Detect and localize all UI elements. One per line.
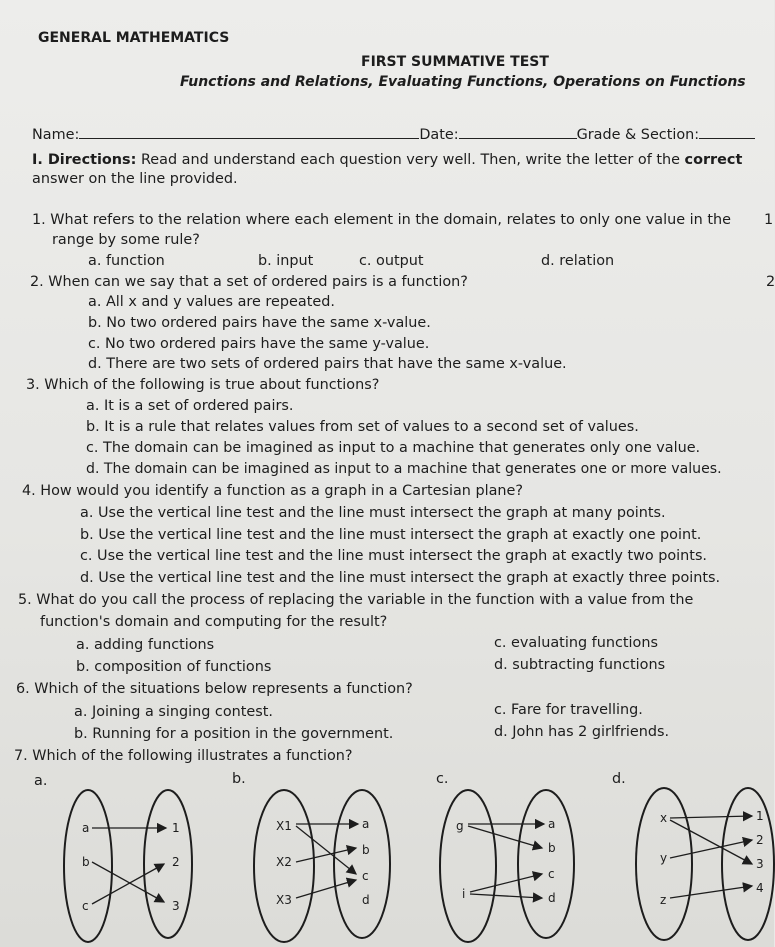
range-element: b	[548, 841, 556, 855]
name-label: Name:	[32, 127, 80, 143]
question-6-stem: 6. Which of the situations below represents a function?	[16, 681, 413, 697]
range-element: 3	[172, 899, 180, 913]
domain-oval	[440, 790, 496, 942]
mapping-arrow	[670, 816, 752, 818]
range-element: 3	[756, 857, 764, 871]
domain-element: c	[82, 899, 89, 913]
q2-choice-d: d. There are two sets of ordered pairs that have the same x-value.	[88, 356, 567, 372]
domain-element: x	[660, 811, 668, 825]
directions-text-2: answer on the line provided.	[32, 171, 238, 187]
q3-choice-b: b. It is a rule that relates values from set of values to a second set of values.	[86, 419, 639, 435]
q1-choice-a: a. function	[88, 253, 165, 269]
q2-choice-c: c. No two ordered pairs have the same y-value.	[88, 336, 430, 352]
q3-choice-d: d. The domain can be imagined as input to a machine that generates one or more values.	[86, 461, 722, 477]
q4-choice-d: d. Use the vertical line test and the line must intersect the graph at exactly three points.	[80, 570, 721, 586]
range-element: c	[548, 867, 555, 881]
mapping-arrow	[470, 894, 542, 898]
q5-choice-b: b. composition of functions	[76, 659, 272, 675]
domain-element: g	[456, 819, 464, 833]
range-oval	[518, 790, 574, 938]
q6-choice-c: c. Fare for travelling.	[494, 702, 643, 718]
range-oval	[334, 790, 390, 938]
q1-choice-d: d. relation	[541, 253, 615, 269]
directions-correct: correct	[684, 152, 743, 168]
mapping-arrow	[670, 820, 752, 864]
directions	[32, 151, 742, 169]
range-element: b	[362, 843, 370, 857]
q2-choice-a: a. All x and y values are repeated.	[88, 294, 335, 310]
domain-element: z	[660, 893, 667, 907]
name-blank	[79, 125, 419, 139]
range-oval	[144, 790, 192, 938]
q7-option-b: b.	[232, 771, 246, 787]
directions-label: I. Directions:	[32, 152, 137, 168]
q4-choice-c: c. Use the vertical line test and the line must intersect the graph at exactly two points.	[80, 548, 708, 564]
range-element: 2	[172, 855, 180, 869]
mapping-arrow	[296, 880, 356, 898]
q5-choice-d: d. subtracting functions	[494, 657, 666, 673]
question-5-stem: 5. What do you call the process of replacing the variable in the function with a value from the	[18, 592, 694, 608]
margin-mark-1: 1	[764, 212, 774, 228]
mapping-arrow	[470, 874, 542, 892]
q7-option-a: a.	[34, 773, 48, 789]
range-element: c	[362, 869, 369, 883]
mapping-diagram-d	[624, 780, 774, 945]
mapping-diagram-a	[62, 786, 202, 946]
mapping-diagram-c	[434, 786, 584, 946]
mapping-diagram-b	[246, 786, 396, 946]
question-4-stem: 4. How would you identify a function as a graph in a Cartesian plane?	[22, 483, 524, 499]
q3-choice-c: c. The domain can be imagined as input to a machine that generates only one value.	[86, 440, 701, 456]
range-element: 2	[756, 833, 764, 847]
domain-element: y	[660, 851, 668, 865]
range-element: a	[548, 817, 556, 831]
range-element: 1	[756, 809, 764, 823]
grade-blank	[699, 125, 755, 139]
question-5-stem-cont: function's domain and computing for the result?	[40, 614, 388, 630]
test-title: FIRST SUMMATIVE TEST	[361, 54, 549, 70]
range-element: d	[548, 891, 556, 905]
name-field	[32, 125, 755, 144]
question-1-stem-cont: range by some rule?	[52, 232, 200, 248]
range-element: d	[362, 893, 370, 907]
range-element: a	[362, 817, 370, 831]
domain-element: i	[462, 887, 466, 901]
mapping-arrow	[92, 864, 164, 904]
domain-element: X1	[276, 819, 292, 833]
mapping-arrow	[468, 826, 542, 848]
domain-element: X3	[276, 893, 292, 907]
q7-option-c: c.	[436, 771, 449, 787]
q6-choice-a: a. Joining a singing contest.	[74, 704, 273, 720]
q1-choice-b: b. input	[258, 253, 314, 269]
q3-choice-a: a. It is a set of ordered pairs.	[86, 398, 294, 414]
test-subtitle: Functions and Relations, Evaluating Functions, Operations on Functions	[180, 74, 746, 90]
question-3-stem: 3. Which of the following is true about functions?	[26, 377, 380, 393]
question-2-stem: 2. When can we say that a set of ordered pairs is a function?	[30, 274, 468, 290]
q2-choice-b: b. No two ordered pairs have the same x-value.	[88, 315, 431, 331]
margin-mark-2: 2	[766, 274, 775, 290]
q4-choice-b: b. Use the vertical line test and the line must intersect the graph at exactly one point.	[80, 527, 702, 543]
range-oval	[722, 788, 774, 940]
date-label: Date:	[419, 127, 459, 143]
range-element: 4	[756, 881, 764, 895]
directions-text-1: Read and understand each question very well. Then, write the letter of the	[140, 152, 680, 168]
grade-label: Grade & Section:	[576, 127, 700, 143]
mapping-arrow	[92, 862, 164, 902]
q6-choice-d: d. John has 2 girlfriends.	[494, 724, 670, 740]
q1-choice-c: c. output	[359, 253, 424, 269]
q5-choice-c: c. evaluating functions	[494, 635, 658, 651]
question-1-stem: 1. What refers to the relation where each element in the domain, relates to only one value in the	[32, 212, 731, 228]
q5-choice-a: a. adding functions	[76, 637, 215, 653]
q7-option-d: d.	[612, 771, 626, 787]
date-blank	[459, 125, 577, 139]
mapping-arrow	[670, 886, 752, 898]
question-7-stem: 7. Which of the following illustrates a function?	[14, 748, 353, 764]
domain-element: a	[82, 821, 90, 835]
range-element: 1	[172, 821, 180, 835]
q6-choice-b: b. Running for a position in the government.	[74, 726, 394, 742]
subject-title: GENERAL MATHEMATICS	[38, 30, 230, 46]
q4-choice-a: a. Use the vertical line test and the line must intersect the graph at many points.	[80, 505, 666, 521]
domain-element: b	[82, 855, 90, 869]
domain-element: X2	[276, 855, 292, 869]
